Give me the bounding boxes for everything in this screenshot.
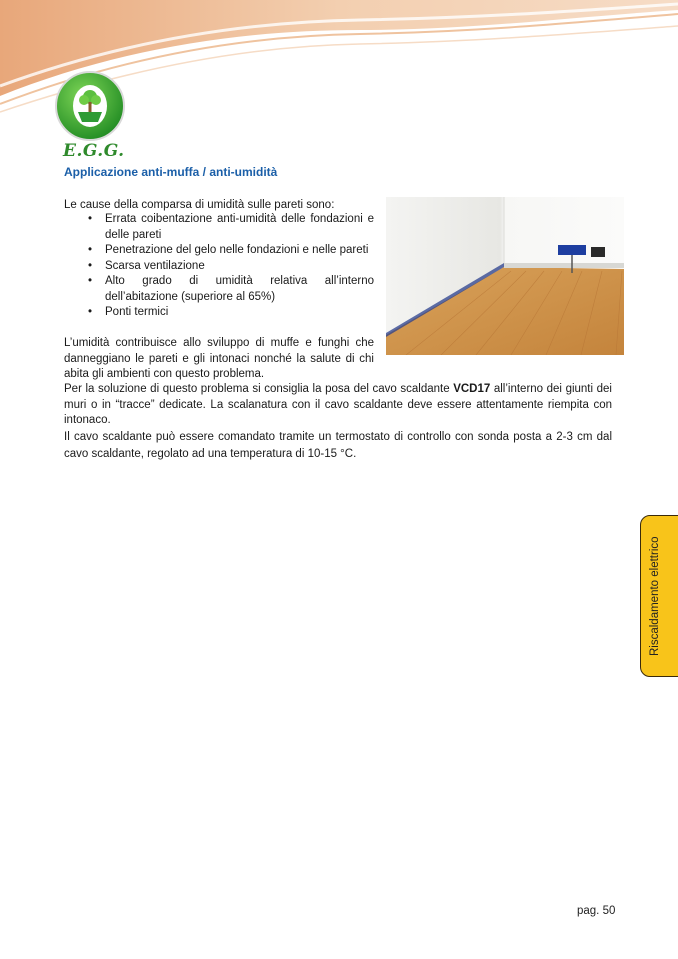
list-item: • Penetrazione del gelo nelle fondazioni e nelle pareti bbox=[64, 243, 374, 259]
installation-photo bbox=[386, 197, 624, 355]
product-code: VCD17 bbox=[453, 383, 491, 395]
list-item: • Scarsa ventilazione bbox=[64, 259, 374, 275]
list-item: • Errata coibentazione anti-umidità delle fondazioni e delle pareti bbox=[88, 213, 374, 241]
brand-name: E.G.G. bbox=[63, 141, 125, 161]
bullet: • bbox=[88, 306, 93, 318]
intro-text: Le cause della comparsa di umidità sulle pareti sono: bbox=[64, 199, 335, 211]
paragraph-thermostat: Il cavo scaldante può essere comandato tramite un termostato di controllo con sonda posta a 2-3 cm dal cavo scaldante, regolato ad una temperatura di 10-15 °C. bbox=[64, 431, 612, 460]
bullet: • bbox=[88, 275, 93, 287]
list-item: • Ponti termici bbox=[64, 305, 374, 321]
bullet: • bbox=[88, 244, 93, 256]
section-title: Applicazione anti-muffa / anti-umidità bbox=[64, 165, 278, 179]
section-side-tab bbox=[640, 515, 678, 677]
paragraph-mold: L’umidità contribuisce allo sviluppo di muffe e funghi che danneggiano le pareti e gli intonaci nonché la salute di chi abita gli ambienti con questo problema. bbox=[64, 337, 374, 380]
bullet: • bbox=[88, 213, 93, 225]
paragraph-solution: Per la soluzione di questo problema si consiglia la posa del cavo scaldante VCD17 all’interno dei giunti dei muri o in “tracce” dedicate. La scalanatura con il cavo scaldante deve essere attentamente riempita con intonaco. bbox=[64, 383, 612, 426]
side-tab-label: Riscaldamento elettrico bbox=[649, 536, 661, 656]
list-item: • Alto grado di umidità relativa all’interno dell’abitazione (superiore al 65%) bbox=[88, 275, 374, 303]
page-number: pag. 50 bbox=[577, 905, 616, 917]
egg-logo bbox=[54, 70, 126, 142]
causes-list bbox=[64, 212, 374, 321]
bullet: • bbox=[88, 259, 93, 272]
